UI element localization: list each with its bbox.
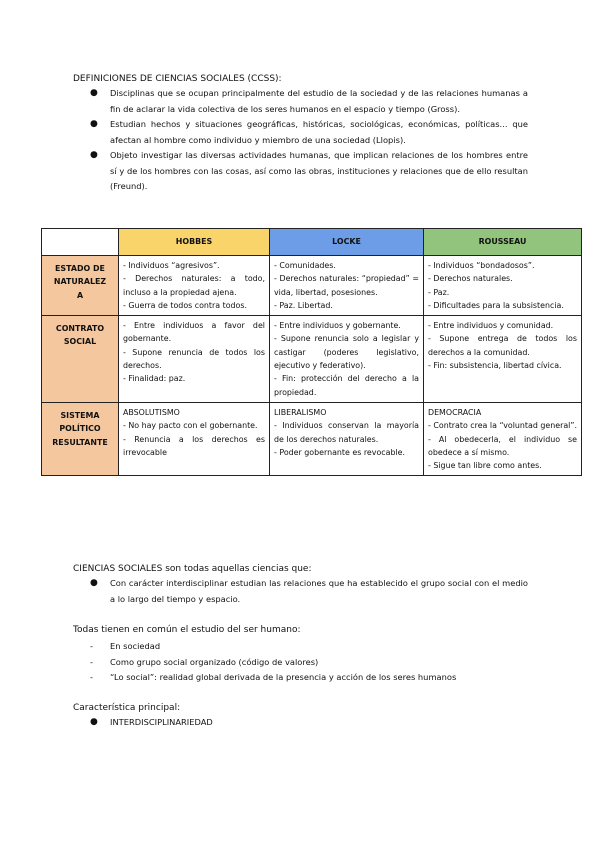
cell-locke-sistema: LIBERALISMO - Individuos conservan la mayoría de los derechos naturales. - Poder gobernante es revocable. xyxy=(270,402,424,475)
table-row xyxy=(42,256,582,316)
dash-icon: - xyxy=(90,656,93,667)
definitions-list xyxy=(73,86,528,195)
table-row xyxy=(42,402,582,475)
list-item: ● Disciplinas que se ocupan principalmente del estudio de la sociedad y de las relaciones humanas a fin de aclarar la vida colectiva de los seres humanos en el espacio y tiempo (Gross). xyxy=(90,88,528,114)
row-label-contrato: CONTRATO SOCIAL xyxy=(42,316,119,403)
cell-locke-estado: - Comunidades. - Derechos naturales: “propiedad” = vida, libertad, posesiones. - Paz. Libertad. xyxy=(270,256,424,316)
header-hobbes: HOBBES xyxy=(119,229,270,256)
list-item: ● Objeto investigar las diversas actividades humanas, que implican relaciones de los hombres entre sí y de los hombres con las cosas, así como las obras, instituciones y relaciones que de ello resultan (Freund). xyxy=(90,150,528,191)
table-header-row xyxy=(42,229,582,256)
header-locke: LOCKE xyxy=(270,229,424,256)
table-corner xyxy=(42,229,119,256)
bullet-icon: ● xyxy=(90,578,98,588)
dash-icon: - xyxy=(90,672,93,682)
cell-hobbes-estado: - Individuos “agresivos”. - Derechos naturales: a todo, incluso a la propiedad ajena. - Guerra de todos contra todos. xyxy=(119,256,270,316)
cell-hobbes-contrato: - Entre individuos a favor del gobernante. - Supone renuncia de todos los derechos. - Finalidad: paz. xyxy=(119,316,270,403)
cell-locke-contrato: - Entre individuos y gobernante. - Supone renuncia solo a legislar y castigar (poderes legislativo, ejecutivo y federativo). - Fin: protección del derecho a la propiedad. xyxy=(270,316,424,403)
cell-hobbes-sistema: ABSOLUTISMO - No hay pacto con el gobernante. - Renuncia a los derechos es irrevocable xyxy=(119,402,270,475)
bullet-icon: ● xyxy=(90,717,98,727)
row-label-sistema: SISTEMA POLÍTICO RESULTANTE xyxy=(42,402,119,475)
bullet-icon: ● xyxy=(90,119,98,129)
list-item: - “Lo social”: realidad global derivada de la presencia y acción de los seres humanos xyxy=(73,670,528,686)
table-row xyxy=(42,316,582,403)
cell-rousseau-contrato: - Entre individuos y comunidad. - Supone entrega de todos los derechos a la comunidad. - Fin: subsistencia, libertad cívica. xyxy=(424,316,582,403)
comun-heading: Todas tienen en común el estudio del ser humano: xyxy=(73,625,301,635)
bullet-icon: ● xyxy=(90,88,98,98)
list-item: - En sociedad xyxy=(73,639,528,655)
ciencias-heading: CIENCIAS SOCIALES son todas aquellas ciencias que: xyxy=(73,564,312,574)
list-item: ● Con carácter interdisciplinar estudian las relaciones que ha establecido el grupo social con el medio a lo largo del tiempo y espacio. xyxy=(90,578,528,604)
definitions-heading: DEFINICIONES DE CIENCIAS SOCIALES (CCSS): xyxy=(73,74,282,84)
header-rousseau: ROUSSEAU xyxy=(424,229,582,256)
caracteristica-heading: Característica principal: xyxy=(73,703,181,713)
list-item: - Como grupo social organizado (código de valores) xyxy=(73,655,528,671)
caracteristica-list xyxy=(73,715,528,731)
philosophers-table xyxy=(41,228,582,476)
dash-icon: - xyxy=(90,641,93,651)
cell-rousseau-estado: - Individuos “bondadosos”. - Derechos naturales. - Paz. - Dificultades para la subsistencia. xyxy=(424,256,582,316)
bullet-icon: ● xyxy=(90,150,98,160)
list-item: ● Estudian hechos y situaciones geográficas, históricas, sociológicas, económicas, políticas... que afectan al hombre como individuo y miembro de una sociedad (Llopis). xyxy=(90,119,528,145)
row-label-estado: ESTADO DE NATURALEZ A xyxy=(42,256,119,316)
ciencias-list xyxy=(73,576,528,607)
list-item: ● INTERDISCIPLINARIEDAD xyxy=(73,715,528,731)
comun-list xyxy=(73,639,528,686)
cell-rousseau-sistema: DEMOCRACIA - Contrato crea la “voluntad general”. - Al obedecerla, el individuo se obedece a sí mismo. - Sigue tan libre como antes. xyxy=(424,402,582,475)
